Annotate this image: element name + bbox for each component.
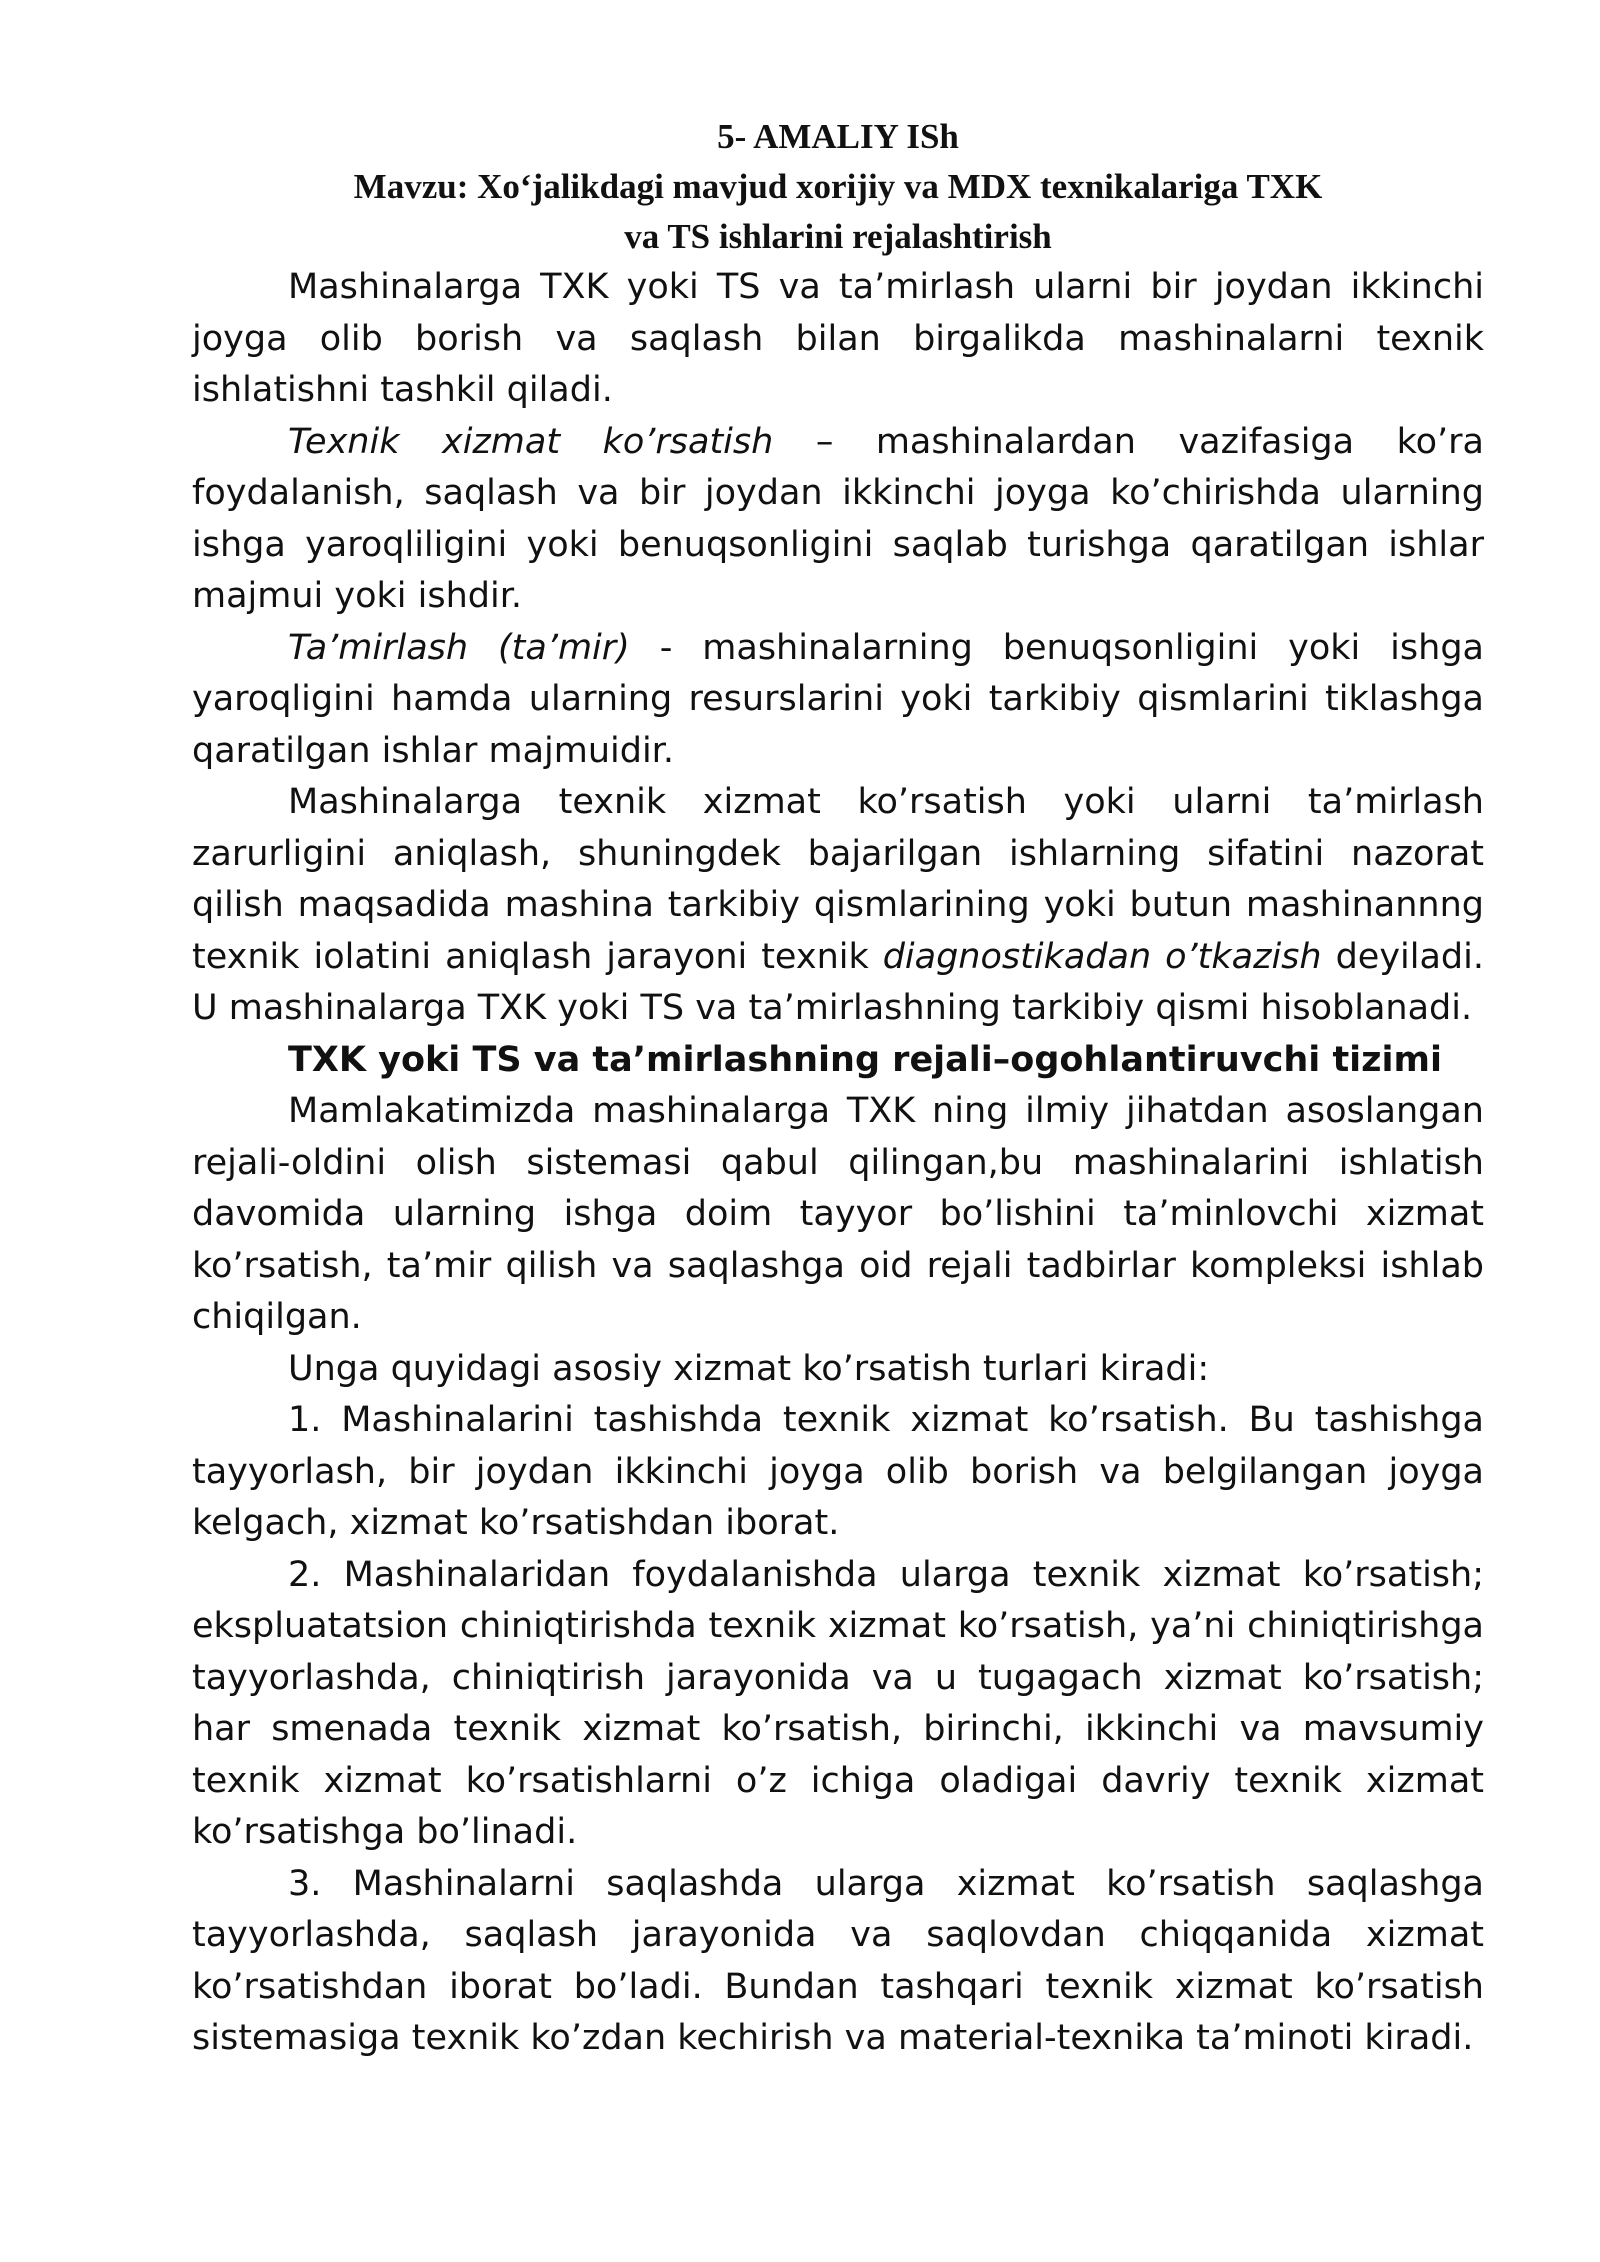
list-item-storage: 3. Mashinalarni saqlashda ularga xizmat ko’rsatish saqlashga tayyorlashda, saqlash jarayonida va saqlovdan chiqqanida xizmat ko’rsatishdan iborat bo’ladi. Bundan tashqari texnik xizmat ko’rsatish sistemasiga texnik ko’zdan kechirish va material-texnika ta’minoti kiradi. — [192, 1863, 1484, 2058]
paragraph-intro: Mashinalarga TXK yoki TS va ta’mirlash ularni bir joydan ikkinchi joyga olib borish va saqlash bilan birgalikda mashinalarni texnik ishlatishni tashkil qiladi. — [192, 267, 1484, 410]
paragraph-system: Mamlakatimizda mashinalarga TXK ning ilmiy jihatdan asoslangan rejali-oldini olish sistemasi qabul qilingan,bu mashinalarini ishlatish davomida ularning ishga doim tayyor bo’lishini ta’minlovchi xizmat ko’rsatish, ta’mir qilish va saqlashga oid rejali tadbirlar kompleksi ishlab chiqilgan. — [192, 1091, 1484, 1337]
paragraph-diagnostics — [192, 777, 1484, 1035]
term-technical-service: Texnik xizmat ko’rsatish — [288, 421, 774, 462]
diagnostics-text-end: deyiladi. U mashinalarga TXK yoki TS va ta’mirlashning tarkibiy qismi hisoblanadi. — [192, 936, 1484, 1028]
document-title: 5- AMALIY ISh — [717, 117, 959, 156]
paragraph-definition-service — [192, 417, 1484, 623]
term-repair: Ta’mirlash (ta’mir) — [288, 627, 630, 668]
paragraph-definition-repair — [192, 623, 1484, 778]
definition-technical-service: – mashinalardan vazifasiga ko’ra foydalanish, saqlash va bir joydan ikkinchi joyga ko’chirishda ularning ishga yaroqliligini yoki benuqsonligini saqlab turishga qaratilgan ishlar majmui yoki ishdir. — [192, 421, 1484, 616]
term-diagnostics: diagnostikadan o’tkazish — [882, 936, 1322, 977]
section-heading: TXK yoki TS va ta’mirlashning rejali–ogohlantiruvchi tizimi — [288, 1039, 1443, 1080]
list-item-transport: 1. Mashinalarini tashishda texnik xizmat ko’rsatish. Bu tashishga tayyorlash, bir joydan ikkinchi joyga olib borish va belgilangan joyga kelgach, xizmat ko’rsatishdan iborat. — [192, 1400, 1484, 1543]
topic-line-2: va TS ishlarini rejalashtirish — [624, 217, 1052, 256]
definition-repair: - mashinalarning benuqsonligini yoki ishga yaroqligini hamda ularning resurslarini yoki tarkibiy qismlarini tiklashga qaratilgan ishlar majmuidir. — [192, 627, 1484, 771]
document-page — [192, 112, 1484, 2065]
paragraph-list-intro: Unga quyidagi asosiy xizmat ko’rsatish turlari kiradi: — [288, 1348, 1210, 1389]
diagnostics-text-start: Mashinalarga texnik xizmat ko’rsatish yoki ularni ta’mirlash zarurligini aniqlash, shuningdek bajarilgan ishlarning sifatini nazorat qilish maqsadida mashina tarkibiy qismlarining yoki butun mashinannng texnik iolatini aniqlash jarayoni texnik — [192, 782, 1484, 977]
list-item-operation: 2. Mashinalaridan foydalanishda ularga texnik xizmat ko’rsatish; ekspluatatsion chiniqtirishda texnik xizmat ko’rsatish, ya’ni chiniqtirishga tayyorlashda, chiniqtirish jarayonida va u tugagach xizmat ko’rsatish; har smenada texnik xizmat ko’rsatish, birinchi, ikkinchi va mavsumiy texnik xizmat ko’rsatishlarni o’z ichiga oladigai davriy texnik xizmat ko’rsatishga bo’linadi. — [192, 1554, 1484, 1852]
topic-line-1: Mavzu: Xo‘jalikdagi mavjud xorijiy va MDX texnikalariga TXK — [353, 167, 1323, 206]
